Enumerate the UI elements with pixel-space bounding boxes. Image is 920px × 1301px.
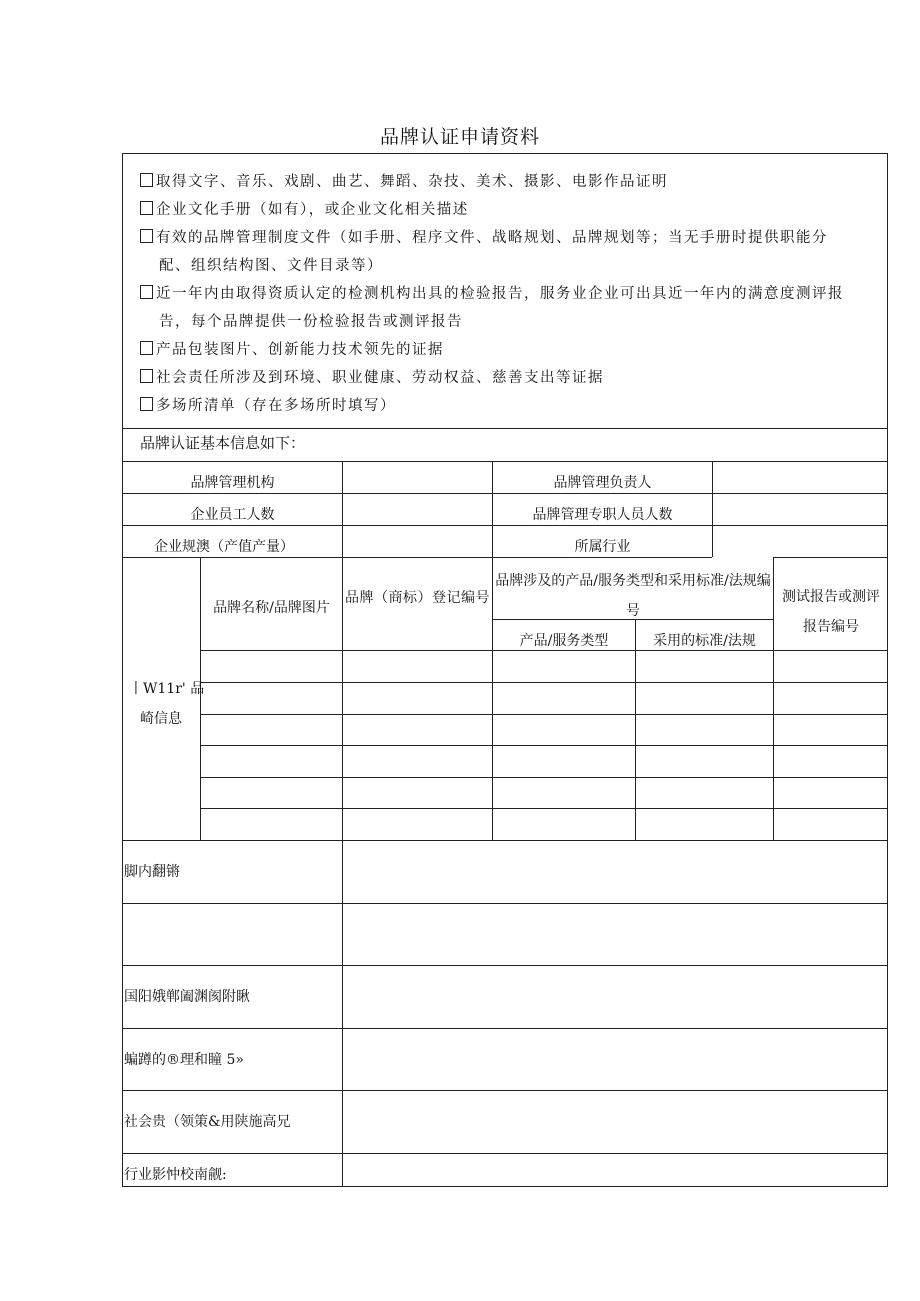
col-products-header: 品牌涉及的产品/服务类型和采用标准/法规编号 <box>495 573 771 619</box>
checkbox-icon <box>140 369 153 383</box>
divider <box>122 1153 888 1154</box>
divider <box>773 557 774 840</box>
divider <box>122 840 888 841</box>
checkbox-icon <box>140 201 153 215</box>
scale-label: 企业规澳（产值产量） <box>154 539 294 555</box>
checkbox-icon <box>140 341 153 355</box>
divider <box>200 650 888 651</box>
divider <box>342 840 343 1187</box>
divider <box>122 557 712 558</box>
divider <box>122 493 888 494</box>
divider <box>200 714 888 715</box>
staff-label: 企业员工人数 <box>190 507 275 523</box>
col-product-type: 产品/服务类型 <box>519 633 609 649</box>
requirement-item: 多场所清单（存在多场所时填写） <box>140 392 396 420</box>
divider <box>200 682 888 683</box>
requirement-item: 社会责任所涉及到环境、职业健康、劳动权益、慈善支出等证据 <box>140 364 604 392</box>
checkbox-icon <box>140 173 153 187</box>
checkbox-icon <box>140 397 153 411</box>
divider <box>122 461 888 462</box>
divider <box>122 525 888 526</box>
basic-info-heading: 品牌认证基本信息如下： <box>140 434 306 452</box>
requirement-item: 产品包装图片、创新能力技术领先的证据 <box>140 336 444 364</box>
divider <box>200 808 888 809</box>
col-standard: 采用的标准/法规 <box>653 633 756 649</box>
col-brand-name: 品牌名称/品牌图片 <box>213 600 330 616</box>
lower-row-label: 社会贵（领策&用陕施高兄 <box>124 1114 291 1130</box>
divider <box>635 619 636 840</box>
lower-row-label: 脚内翻锵 <box>124 864 180 880</box>
divider <box>200 777 888 778</box>
divider <box>122 428 888 429</box>
requirement-item: 取得文字、音乐、戏剧、曲艺、舞蹈、杂技、美术、摄影、电影作品证明 <box>140 168 668 196</box>
industry-label: 所属行业 <box>574 539 631 555</box>
checkbox-icon <box>140 229 153 243</box>
divider <box>773 557 888 558</box>
owner-label: 品牌管理负责人 <box>553 475 652 491</box>
requirement-item: 近一年内由取得资质认定的检测机构出具的检验报告，服务业企业可出具近一年内的满意度测评报 <box>140 280 844 308</box>
requirement-item: 企业文化手册（如有），或企业文化相关描述 <box>140 196 469 224</box>
divider <box>200 745 888 746</box>
divider <box>122 1028 888 1029</box>
divider <box>712 461 713 557</box>
lower-row-label: 行业影忡校南觎: <box>124 1167 227 1183</box>
requirement-item-continued: 配、组织结构图、文件目录等） <box>159 258 383 274</box>
org-label: 品牌管理机构 <box>190 475 275 491</box>
brand-info-side-label: 崎信息 <box>140 711 182 727</box>
divider <box>122 965 888 966</box>
lower-row-label: 国阳娥郸阖渊阂附瞅 <box>124 989 250 1005</box>
page-title: 品牌认证申请资料 <box>379 126 540 148</box>
col-report-number: 测试报告或测评报告编号 <box>782 589 880 635</box>
divider <box>342 557 343 840</box>
requirement-item-continued: 告，每个品牌提供一份检验报告或测评报告 <box>159 314 463 330</box>
checkbox-icon <box>140 285 153 299</box>
requirement-item: 有效的品牌管理制度文件（如手册、程序文件、战略规划、品牌规划等；当无手册时提供职能分 <box>140 224 828 252</box>
lower-row-label: 蝙蹲的®理和瞳 5» <box>124 1052 244 1068</box>
divider <box>122 903 888 904</box>
divider <box>122 1090 888 1091</box>
brand-staff-label: 品牌管理专职人员人数 <box>532 507 673 523</box>
col-brand-registration: 品牌（商标）登记编号 <box>345 590 490 606</box>
brand-info-side-label: 丨W11r' 品 <box>129 681 205 697</box>
divider <box>342 461 343 557</box>
